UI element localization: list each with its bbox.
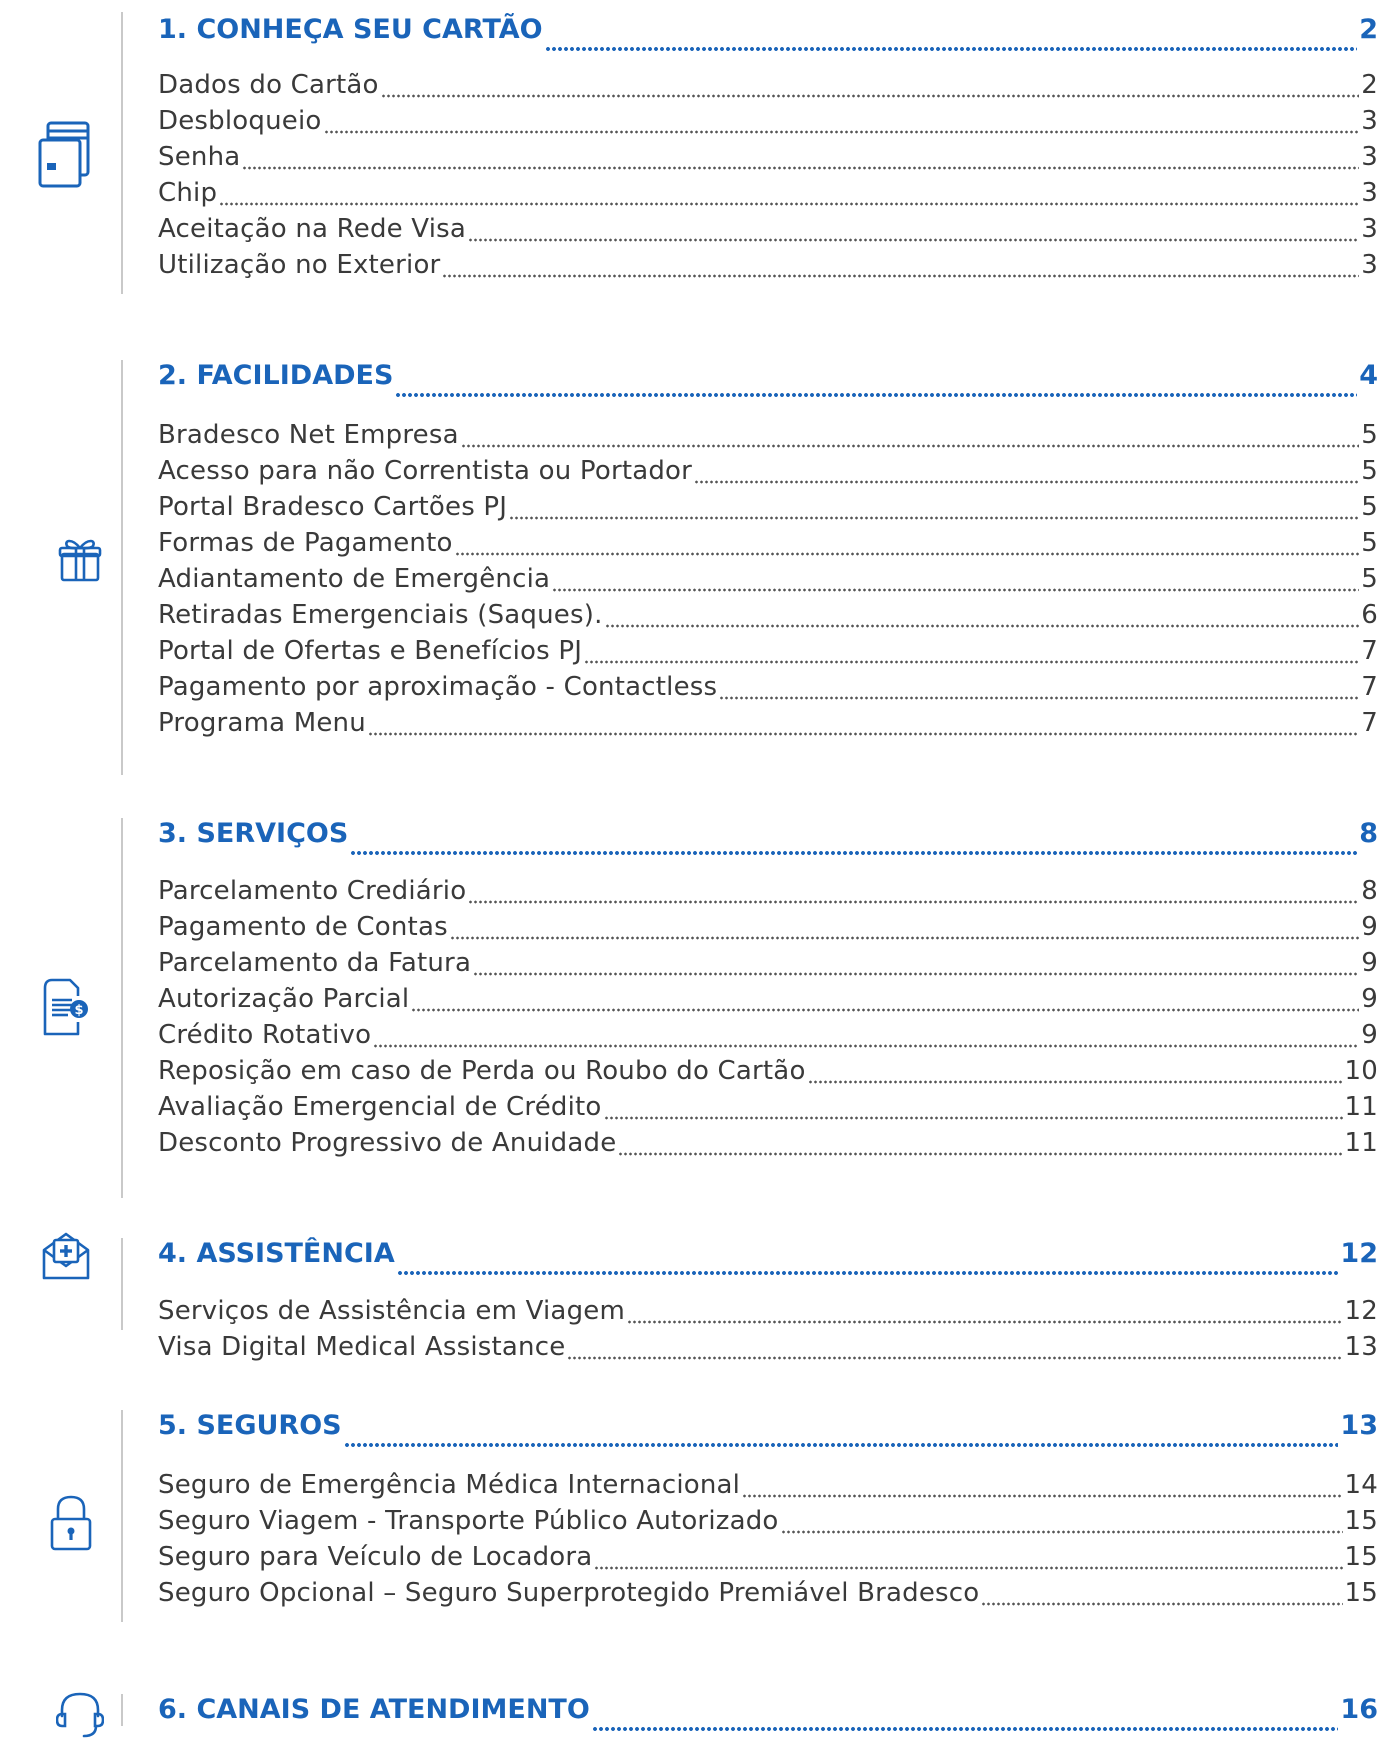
- dot-leader: [411, 1008, 1359, 1012]
- toc-entry[interactable]: [158, 456, 1378, 492]
- dot-leader: [461, 444, 1360, 448]
- dot-leader: [473, 972, 1359, 976]
- entry-page-number: 3: [1361, 106, 1378, 136]
- toc-entry[interactable]: [158, 1332, 1378, 1368]
- toc-entry[interactable]: [158, 70, 1378, 106]
- entry-label: Programa Menu: [158, 708, 366, 738]
- padlock-icon: [50, 1495, 92, 1551]
- entry-page-number: 5: [1361, 528, 1378, 558]
- entry-label: Formas de Pagamento: [158, 528, 453, 558]
- entry-page-number: 10: [1344, 1056, 1378, 1086]
- entry-label: Dados do Cartão: [158, 70, 379, 100]
- heading-page-number: 16: [1340, 1694, 1378, 1725]
- dot-leader: [350, 851, 1357, 855]
- heading-title: 2. FACILIDADES: [158, 360, 394, 391]
- entry-page-number: 5: [1361, 420, 1378, 450]
- dot-leader: [781, 1530, 1343, 1534]
- entry-label: Parcelamento da Fatura: [158, 948, 472, 978]
- entry-label: Serviços de Assistência em Viagem: [158, 1296, 625, 1326]
- dot-leader: [450, 936, 1359, 940]
- entry-page-number: 6: [1361, 600, 1378, 630]
- dot-leader: [397, 1271, 1339, 1275]
- entry-page-number: 11: [1344, 1128, 1378, 1158]
- dot-leader: [442, 274, 1359, 278]
- entry-page-number: 9: [1361, 984, 1378, 1014]
- entry-label: Senha: [158, 142, 241, 172]
- toc-entry[interactable]: [158, 492, 1378, 528]
- dot-leader: [605, 624, 1360, 628]
- toc-heading[interactable]: [158, 1694, 1378, 1738]
- entry-label: Visa Digital Medical Assistance: [158, 1332, 566, 1362]
- heading-page-number: 12: [1340, 1238, 1378, 1269]
- entry-label: Seguro Opcional – Seguro Superprotegido Premiável Bradesco: [158, 1578, 980, 1608]
- dot-leader: [324, 130, 1360, 134]
- dot-leader: [219, 202, 1359, 206]
- entry-label: Retiradas Emergenciais (Saques).: [158, 600, 603, 630]
- entry-label: Avaliação Emergencial de Crédito: [158, 1092, 602, 1122]
- entry-page-number: 15: [1344, 1542, 1378, 1572]
- entry-label: Autorização Parcial: [158, 984, 410, 1014]
- entry-label: Desconto Progressivo de Anuidade: [158, 1128, 617, 1158]
- entry-page-number: 12: [1344, 1296, 1378, 1326]
- entry-label: Aceitação na Rede Visa: [158, 214, 467, 244]
- entry-label: Pagamento por aproximação - Contactless: [158, 672, 718, 702]
- entry-page-number: 3: [1361, 142, 1378, 172]
- entry-label: Seguro de Emergência Médica Internacional: [158, 1470, 741, 1500]
- toc-entry[interactable]: [158, 876, 1378, 912]
- dot-leader: [592, 1727, 1339, 1731]
- toc-entry[interactable]: [158, 1578, 1378, 1614]
- toc-entry[interactable]: [158, 142, 1378, 178]
- toc-entry[interactable]: [158, 636, 1378, 672]
- toc-entry[interactable]: [158, 600, 1378, 636]
- dot-leader: [242, 166, 1359, 170]
- toc-entry[interactable]: [158, 214, 1378, 250]
- dot-leader: [627, 1320, 1343, 1324]
- entry-label: Adiantamento de Emergência: [158, 564, 551, 594]
- dot-leader: [584, 660, 1359, 664]
- dot-leader: [981, 1602, 1342, 1606]
- headset-icon: [56, 1690, 104, 1738]
- invoice-dollar-icon: [42, 978, 90, 1038]
- toc-heading[interactable]: [158, 360, 1378, 404]
- dot-leader: [368, 732, 1359, 736]
- entry-label: Utilização no Exterior: [158, 250, 441, 280]
- dot-leader: [545, 47, 1358, 51]
- entry-page-number: 8: [1361, 876, 1378, 906]
- dot-leader: [719, 696, 1359, 700]
- credit-cards-icon: [38, 120, 90, 192]
- entry-label: Desbloqueio: [158, 106, 322, 136]
- toc-heading[interactable]: [158, 1238, 1378, 1282]
- heading-page-number: 4: [1359, 360, 1378, 391]
- entry-page-number: 3: [1361, 214, 1378, 244]
- dot-leader: [468, 900, 1359, 904]
- toc-entry[interactable]: [158, 1470, 1378, 1506]
- gift-icon: [58, 536, 102, 582]
- toc-entry[interactable]: [158, 564, 1378, 600]
- section-divider-line: [121, 818, 123, 1198]
- entry-label: Seguro Viagem - Transporte Público Autorizado: [158, 1506, 779, 1536]
- entry-page-number: 13: [1344, 1332, 1378, 1362]
- toc-entry[interactable]: [158, 708, 1378, 744]
- toc-entry[interactable]: [158, 1020, 1378, 1056]
- entry-label: Bradesco Net Empresa: [158, 420, 459, 450]
- toc-heading[interactable]: [158, 1410, 1378, 1454]
- heading-title: 5. SEGUROS: [158, 1410, 342, 1441]
- entry-page-number: 15: [1344, 1506, 1378, 1536]
- dot-leader: [742, 1494, 1342, 1498]
- entry-page-number: 5: [1361, 456, 1378, 486]
- medical-envelope-icon: [42, 1230, 90, 1280]
- toc-entry[interactable]: [158, 1128, 1378, 1164]
- toc-heading[interactable]: [158, 818, 1378, 862]
- entry-page-number: 5: [1361, 492, 1378, 522]
- toc-entry[interactable]: [158, 1506, 1378, 1542]
- dot-leader: [604, 1116, 1343, 1120]
- entry-label: Reposição em caso de Perda ou Roubo do Cartão: [158, 1056, 806, 1086]
- heading-title: 6. CANAIS DE ATENDIMENTO: [158, 1694, 590, 1725]
- entry-page-number: 5: [1361, 564, 1378, 594]
- dot-leader: [567, 1356, 1342, 1360]
- entry-label: Parcelamento Crediário: [158, 876, 467, 906]
- dot-leader: [618, 1152, 1342, 1156]
- heading-title: 4. ASSISTÊNCIA: [158, 1238, 395, 1269]
- dot-leader: [468, 238, 1359, 242]
- heading-page-number: 8: [1359, 818, 1378, 849]
- entry-label: Portal de Ofertas e Benefícios PJ: [158, 636, 583, 666]
- toc-entry[interactable]: [158, 672, 1378, 708]
- dot-leader: [344, 1443, 1339, 1447]
- dot-leader: [509, 516, 1359, 520]
- dot-leader: [395, 393, 1357, 397]
- entry-page-number: 7: [1361, 636, 1378, 666]
- section-divider-line: [121, 1238, 123, 1330]
- dot-leader: [594, 1566, 1342, 1570]
- toc-entry[interactable]: [158, 106, 1378, 142]
- entry-page-number: 14: [1344, 1470, 1378, 1500]
- entry-label: Portal Bradesco Cartões PJ: [158, 492, 508, 522]
- toc-entry[interactable]: [158, 912, 1378, 948]
- svg-text:$: $: [74, 1003, 84, 1018]
- toc-entry[interactable]: [158, 178, 1378, 214]
- entry-label: Pagamento de Contas: [158, 912, 448, 942]
- entry-label: Chip: [158, 178, 218, 208]
- dot-leader: [381, 94, 1360, 98]
- heading-title: 3. SERVIÇOS: [158, 818, 349, 849]
- heading-page-number: 2: [1359, 14, 1378, 45]
- toc-entry[interactable]: [158, 1296, 1378, 1332]
- toc-entry[interactable]: [158, 528, 1378, 564]
- entry-page-number: 15: [1344, 1578, 1378, 1608]
- section-divider-line: [121, 360, 123, 775]
- toc-entry[interactable]: [158, 1542, 1378, 1578]
- toc-entry[interactable]: [158, 984, 1378, 1020]
- entry-page-number: 9: [1361, 948, 1378, 978]
- entry-page-number: 3: [1361, 178, 1378, 208]
- dot-leader: [455, 552, 1360, 556]
- entry-page-number: 7: [1361, 708, 1378, 738]
- dot-leader: [373, 1044, 1359, 1048]
- section-divider-line: [121, 1410, 123, 1622]
- entry-page-number: 9: [1361, 912, 1378, 942]
- section-divider-line: [121, 1694, 123, 1726]
- entry-page-number: 7: [1361, 672, 1378, 702]
- entry-label: Crédito Rotativo: [158, 1020, 372, 1050]
- entry-page-number: 3: [1361, 250, 1378, 280]
- entry-label: Seguro para Veículo de Locadora: [158, 1542, 593, 1572]
- heading-page-number: 13: [1340, 1410, 1378, 1441]
- toc-entry[interactable]: [158, 250, 1378, 286]
- section-divider-line: [121, 12, 123, 294]
- entry-label: Acesso para não Correntista ou Portador: [158, 456, 693, 486]
- entry-page-number: 2: [1361, 70, 1378, 100]
- toc-heading[interactable]: [158, 14, 1378, 58]
- dot-leader: [694, 480, 1359, 484]
- toc-entry[interactable]: [158, 1092, 1378, 1128]
- entry-page-number: 11: [1344, 1092, 1378, 1122]
- toc-entry[interactable]: [158, 948, 1378, 984]
- heading-title: 1. CONHEÇA SEU CARTÃO: [158, 14, 543, 45]
- toc-entry[interactable]: [158, 420, 1378, 456]
- dot-leader: [552, 588, 1359, 592]
- dot-leader: [808, 1080, 1343, 1084]
- toc-entry[interactable]: [158, 1056, 1378, 1092]
- entry-page-number: 9: [1361, 1020, 1378, 1050]
